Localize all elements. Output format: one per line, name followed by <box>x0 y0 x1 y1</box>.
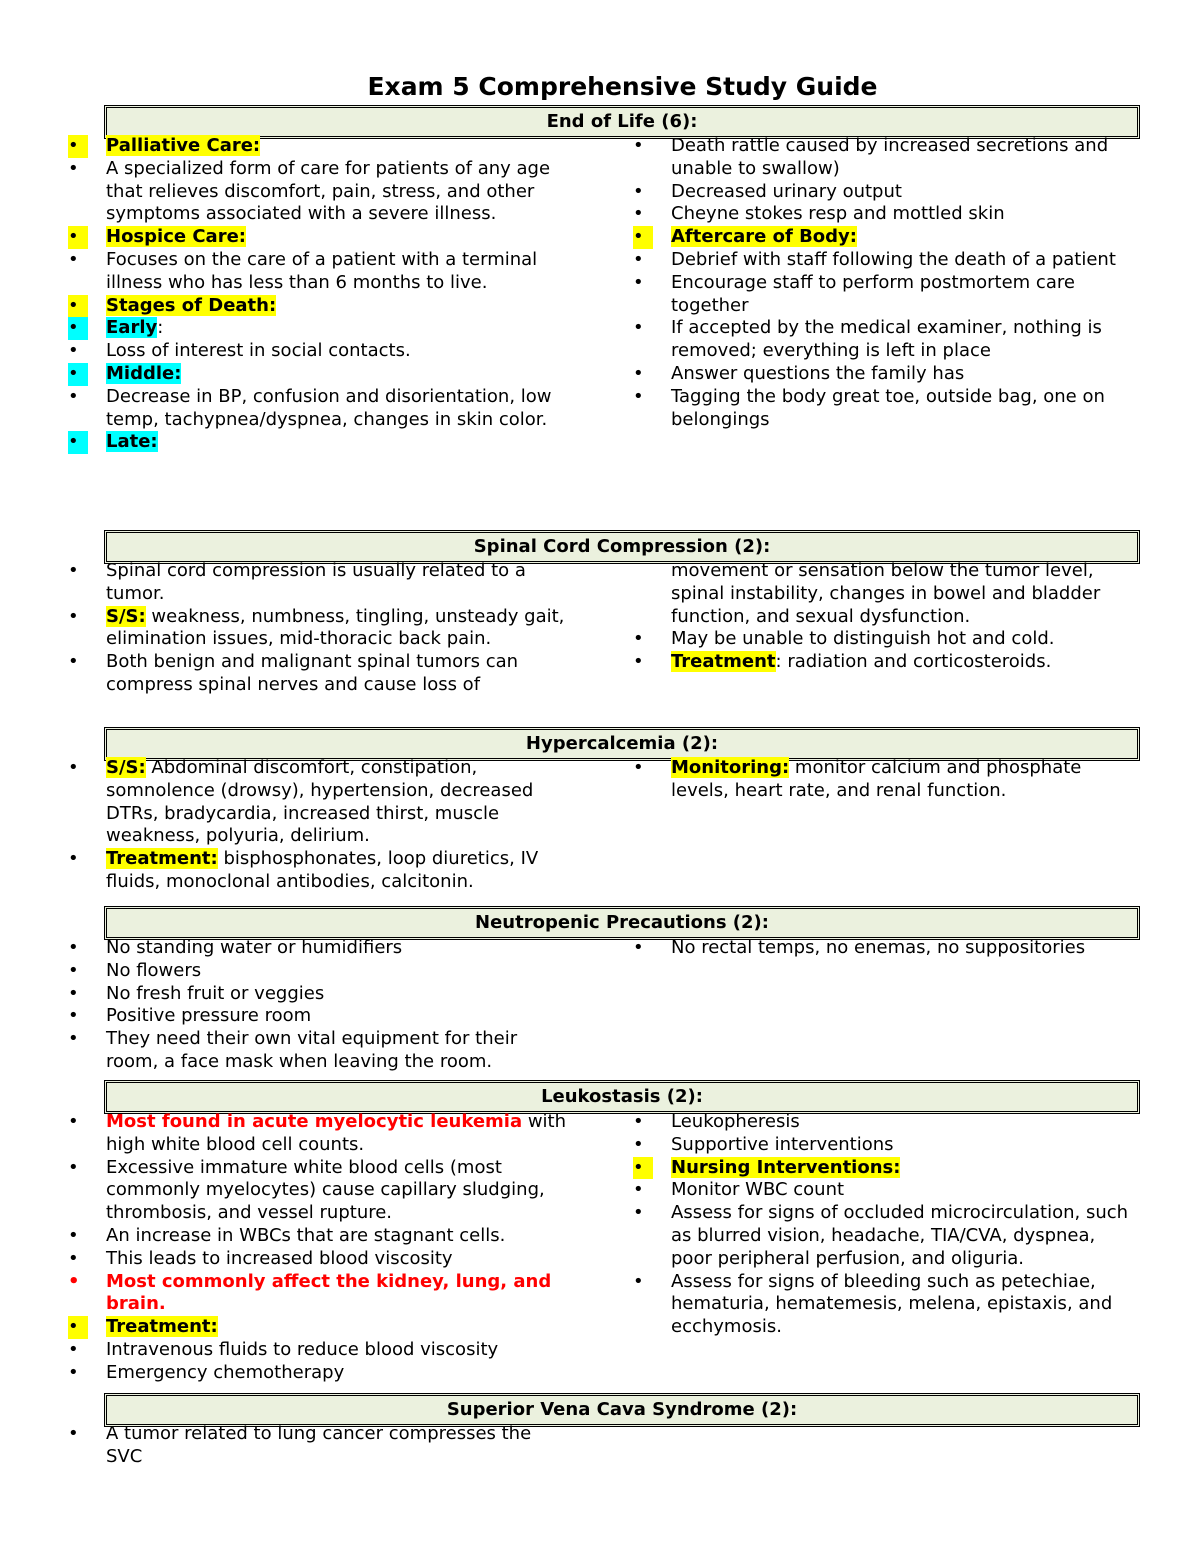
item-label: S/S: <box>106 605 146 627</box>
right-column <box>633 135 1138 431</box>
list-item <box>633 1271 1138 1339</box>
item-text: Monitor WBC count <box>671 1179 845 1201</box>
bullet-icon: • <box>68 363 88 386</box>
heading-suffix: : <box>157 317 164 339</box>
bullet-icon: • <box>633 203 644 225</box>
list-item <box>68 983 568 1006</box>
item-text: Emergency chemotherapy <box>106 1361 345 1383</box>
bullet-icon: • <box>633 180 644 202</box>
left-column <box>68 1423 568 1469</box>
list-item <box>68 158 568 226</box>
bullet-icon: • <box>68 605 79 627</box>
bullet-icon: • <box>68 135 88 158</box>
item-text: Most commonly affect the kidney, lung, and brain. <box>106 1270 552 1315</box>
item-text: Positive pressure room <box>106 1005 312 1027</box>
highlighted-heading: Middle: <box>106 362 182 384</box>
item-text: Encourage staff to perform postmortem care together <box>671 271 1075 316</box>
list-item <box>68 937 568 960</box>
item-text: with high white blood cell counts. <box>106 1111 567 1155</box>
bullet-icon: • <box>68 848 79 870</box>
item-text: Intravenous fluids to reduce blood viscosity <box>106 1338 499 1360</box>
item-text: They need their own vital equipment for their room, a face mask when leaving the room. <box>106 1028 518 1072</box>
list-item <box>68 1157 568 1225</box>
item-label: Treatment: <box>106 848 218 870</box>
list-item <box>68 1423 568 1469</box>
list-item <box>633 272 1138 318</box>
bullet-icon: • <box>68 1156 79 1178</box>
item-label: Monitoring: <box>671 757 790 778</box>
left-column <box>68 1111 568 1385</box>
list-item <box>68 295 568 318</box>
bullet-icon: • <box>633 1179 644 1201</box>
section-header: Spinal Cord Compression (2): <box>104 530 1140 564</box>
section-header: End of Life (6): <box>104 105 1140 139</box>
list-item <box>633 226 1138 249</box>
list-item <box>633 560 1138 628</box>
item-text: Excessive immature white blood cells (most commonly myelocytes) cause capillary sludging, thrombosis, and vessel rupture. <box>106 1156 545 1224</box>
item-text: Focuses on the care of a patient with a terminal illness who has less than 6 months to live. <box>106 248 538 293</box>
bullet-icon: • <box>68 295 88 318</box>
bullet-icon: • <box>68 560 79 581</box>
bullet-icon: • <box>633 135 644 156</box>
list-item <box>68 386 568 432</box>
list-item <box>633 628 1138 651</box>
highlighted-heading: Nursing Interventions: <box>671 1156 901 1178</box>
bullet-icon: • <box>68 248 79 270</box>
bullet-icon: • <box>633 1202 644 1224</box>
left-column <box>68 757 568 894</box>
item-text: Death rattle caused by increased secretions and unable to swallow) <box>671 135 1109 179</box>
bullet-icon: • <box>633 1133 644 1155</box>
bullet-icon: • <box>68 1111 79 1132</box>
highlighted-heading: Palliative Care: <box>106 135 261 156</box>
item-text: No flowers <box>106 959 202 981</box>
list-item <box>633 1134 1138 1157</box>
list-item <box>633 386 1138 432</box>
list-item <box>68 1028 568 1074</box>
item-text: : radiation and corticosteroids. <box>775 651 1052 673</box>
item-text: A tumor related to lung cancer compresses the SVC <box>106 1423 532 1467</box>
item-label: Most found in acute myelocytic leukemia <box>106 1111 523 1132</box>
item-text: Both benign and malignant spinal tumors can compress spinal nerves and cause loss of <box>106 651 519 695</box>
list-item <box>68 1362 568 1385</box>
item-text: Answer questions the family has <box>671 362 965 384</box>
item-text: Supportive interventions <box>671 1133 894 1155</box>
bullet-icon: • <box>633 651 644 673</box>
item-text: A specialized form of care for patients of any age that relieves discomfort, pain, stress, and other symptoms associated with a severe illness. <box>106 157 551 225</box>
bullet-icon: • <box>633 317 644 339</box>
item-text: bisphosphonates, loop diuretics, IV fluids, monoclonal antibodies, calcitonin. <box>106 848 539 892</box>
left-column <box>68 135 568 454</box>
highlighted-heading: Aftercare of Body: <box>671 226 857 248</box>
item-text: An increase in WBCs that are stagnant cells. <box>106 1224 506 1246</box>
item-text: Cheyne stokes resp and mottled skin <box>671 203 1005 225</box>
list-item <box>68 1225 568 1248</box>
bullet-icon: • <box>68 959 79 981</box>
list-item <box>633 135 1138 181</box>
list-item <box>633 1157 1138 1180</box>
bullet-icon: • <box>68 340 79 362</box>
bullet-icon: • <box>633 385 644 407</box>
item-text: monitor calcium and phosphate levels, heart rate, and renal function. <box>671 757 1082 801</box>
bullet-icon: • <box>68 157 79 179</box>
item-text: Tagging the body great toe, outside bag, one on belongings <box>671 385 1105 430</box>
item-text: No fresh fruit or veggies <box>106 982 325 1004</box>
item-text: Decrease in BP, confusion and disorientation, low temp, tachypnea/dyspnea, changes in skin color. <box>106 385 552 430</box>
right-column <box>633 560 1138 674</box>
bullet-icon: • <box>68 1338 79 1360</box>
list-item <box>68 317 568 340</box>
list-item <box>68 757 568 848</box>
list-item <box>68 848 568 894</box>
list-item <box>633 937 1138 960</box>
item-text: Leukopheresis <box>671 1111 800 1132</box>
item-text: Abdominal discomfort, constipation, somnolence (drowsy), hypertension, decreased DTRs, bradycardia, increased thirst, muscle weakness, polyuria, delirium. <box>106 757 534 847</box>
item-text: This leads to increased blood viscosity <box>106 1247 453 1269</box>
item-text: Loss of interest in social contacts. <box>106 340 411 362</box>
bullet-icon: • <box>633 248 644 270</box>
bullet-icon: • <box>68 982 79 1004</box>
item-text: weakness, numbness, tingling, unsteady gait, elimination issues, mid-thoracic back pain. <box>106 605 565 650</box>
section-header: Superior Vena Cava Syndrome (2): <box>104 1393 1140 1427</box>
right-column <box>633 937 1138 960</box>
list-item <box>633 1111 1138 1134</box>
list-item <box>68 1316 568 1339</box>
item-text: movement or sensation below the tumor level, spinal instability, changes in bowel and bladder function, and sexual dysfunction. <box>671 560 1101 627</box>
list-item <box>68 1339 568 1362</box>
bullet-icon: • <box>68 385 79 407</box>
list-item <box>68 560 568 606</box>
bullet-icon: • <box>68 1361 79 1383</box>
bullet-icon: • <box>633 937 644 958</box>
highlighted-heading: Late: <box>106 431 158 453</box>
highlighted-heading: Early <box>106 317 158 339</box>
item-label: Treatment <box>671 651 776 673</box>
bullet-icon: • <box>633 226 653 249</box>
item-label: S/S: <box>106 757 146 778</box>
bullet-icon: • <box>633 1111 644 1132</box>
list-item <box>633 317 1138 363</box>
list-item <box>633 203 1138 226</box>
list-item <box>633 363 1138 386</box>
list-item <box>633 651 1138 674</box>
section-header: Neutropenic Precautions (2): <box>104 906 1140 940</box>
list-item <box>633 249 1138 272</box>
item-text: Assess for signs of occluded microcirculation, such as blurred vision, headache, TIA/CVA, dyspnea, poor peripheral perfusion, and oliguria. <box>671 1202 1129 1269</box>
bullet-icon: • <box>633 628 644 650</box>
right-column <box>633 1111 1138 1339</box>
list-item <box>68 431 568 454</box>
bullet-icon: • <box>68 1270 80 1292</box>
item-text: Assess for signs of bleeding such as petechiae, hematuria, hematemesis, melena, epistaxis, and ecchymosis. <box>671 1270 1113 1338</box>
list-item <box>68 1271 568 1317</box>
list-item <box>633 181 1138 204</box>
item-text: No rectal temps, no enemas, no suppositories <box>671 937 1086 958</box>
list-item <box>68 249 568 295</box>
right-column <box>633 757 1138 803</box>
bullet-icon: • <box>68 1005 79 1027</box>
item-text: May be unable to distinguish hot and cold. <box>671 628 1055 650</box>
list-item <box>68 651 568 697</box>
list-item <box>68 1005 568 1028</box>
bullet-icon: • <box>68 1316 88 1339</box>
bullet-icon: • <box>68 1423 79 1444</box>
list-item <box>633 757 1138 803</box>
list-item <box>68 960 568 983</box>
list-item <box>68 340 568 363</box>
page-title: Exam 5 Comprehensive Study Guide <box>367 72 878 101</box>
bullet-icon: • <box>68 1224 79 1246</box>
left-column <box>68 937 568 1074</box>
highlighted-heading: Treatment: <box>106 1316 218 1338</box>
bullet-icon: • <box>68 1028 79 1050</box>
bullet-icon: • <box>68 226 88 249</box>
bullet-icon: • <box>633 1270 644 1292</box>
bullet-icon: • <box>68 937 79 958</box>
list-item <box>633 1179 1138 1202</box>
bullet-icon: • <box>68 317 88 340</box>
item-text: If accepted by the medical examiner, nothing is removed; everything is left in place <box>671 317 1102 362</box>
list-item <box>68 606 568 652</box>
bullet-icon: • <box>68 431 88 454</box>
list-item <box>68 226 568 249</box>
bullet-icon: • <box>633 1157 653 1180</box>
item-text: Decreased urinary output <box>671 180 902 202</box>
bullet-icon: • <box>68 1247 79 1269</box>
list-item <box>633 1202 1138 1270</box>
highlighted-heading: Hospice Care: <box>106 226 246 248</box>
bullet-icon: • <box>633 271 644 293</box>
section-header: Leukostasis (2): <box>104 1080 1140 1114</box>
list-item <box>68 363 568 386</box>
item-text: Debrief with staff following the death of a patient <box>671 248 1116 270</box>
highlighted-heading: Stages of Death: <box>106 294 277 316</box>
list-item <box>68 1248 568 1271</box>
left-column <box>68 560 568 697</box>
bullet-icon: • <box>68 757 79 778</box>
bullet-icon: • <box>633 362 644 384</box>
bullet-icon: • <box>68 651 79 673</box>
list-item <box>68 135 568 158</box>
bullet-icon: • <box>633 757 644 778</box>
item-text: Spinal cord compression is usually related to a tumor. <box>106 560 526 604</box>
list-item <box>68 1111 568 1157</box>
section-header: Hypercalcemia (2): <box>104 727 1140 761</box>
item-text: No standing water or humidifiers <box>106 937 403 958</box>
